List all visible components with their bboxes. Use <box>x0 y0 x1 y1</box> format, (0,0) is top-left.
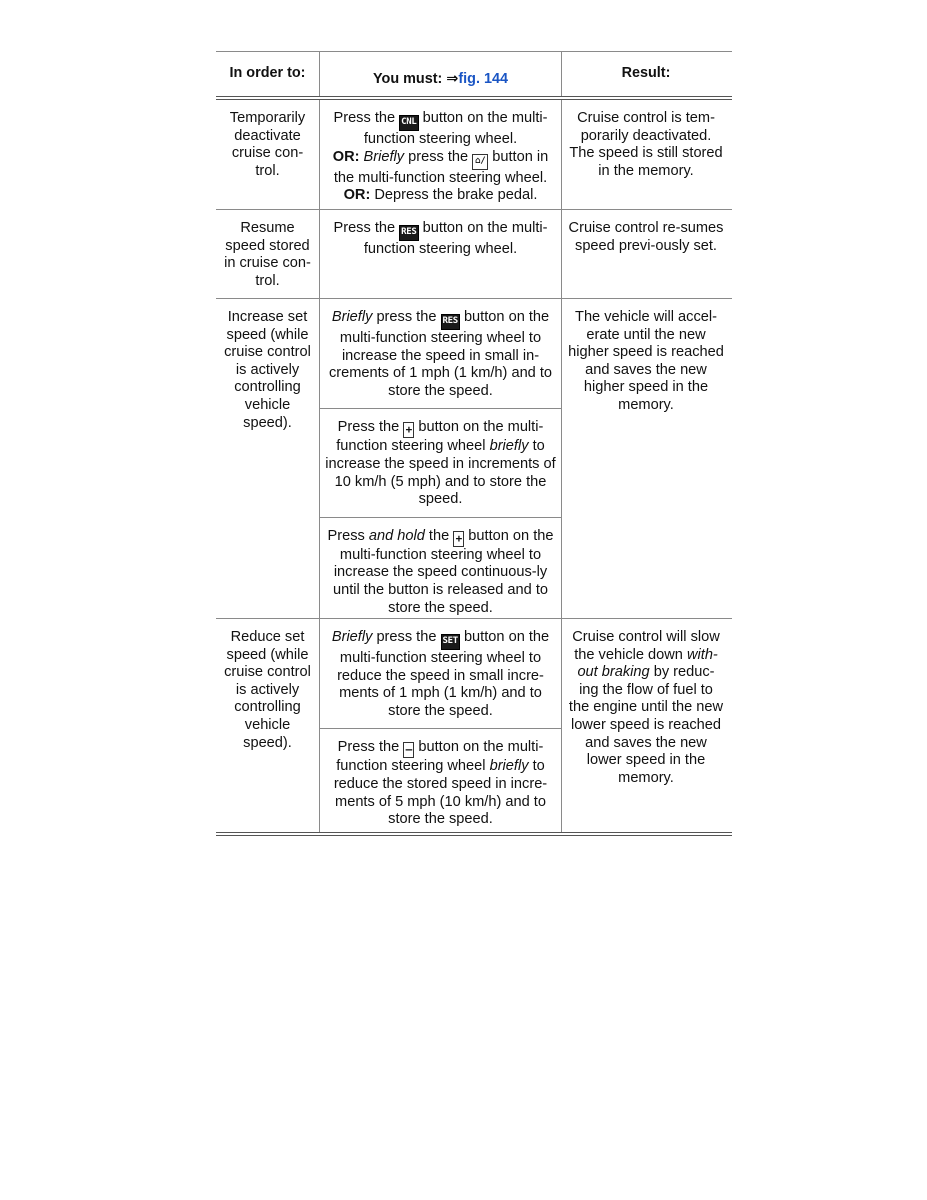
action-step <box>320 299 561 408</box>
text-run: button on the multi-function steering wheel <box>336 739 544 775</box>
text-run: button on the multi-function steering wheel to increase the speed in small in-crements of 1 mph (1 km/h) and to store the speed. <box>328 309 553 399</box>
or-label: OR: <box>332 148 364 165</box>
text-run: The vehicle will accel-erate until the new higher speed is reached and saves the new higher speed in the memory. <box>568 309 724 413</box>
goal-cell: Temporarily deactivate cruise con-trol. <box>216 100 320 209</box>
text-run: Press the <box>333 220 400 236</box>
action-cell <box>320 100 561 209</box>
emphasis-text: briefly <box>489 758 529 775</box>
key-cnl-icon: CNL <box>399 115 418 131</box>
text-run: press the <box>372 309 441 325</box>
text-run: button on the multi-function steering wheel <box>336 419 544 455</box>
header-you-must-label: You must: ⇒ <box>373 71 459 87</box>
text-run: press the <box>404 148 473 165</box>
goal-cell: Increase set speed (while cruise control is actively controlling vehicle speed). <box>216 299 320 618</box>
action-step <box>320 728 561 836</box>
text-run: to increase the speed in increments of 10 km/h (5 mph) and to store the speed. <box>325 438 556 508</box>
key-res-icon: RES <box>399 225 418 241</box>
cruise-lever-icon: ⌂/ <box>472 154 488 170</box>
table-row <box>216 210 732 298</box>
table-row <box>216 299 732 618</box>
text-run: Press the <box>337 739 404 756</box>
text-run: button on the multi-function steering wheel. <box>363 110 548 147</box>
action-step <box>320 619 561 728</box>
text-run: Press the <box>333 110 400 126</box>
action-step <box>320 100 561 213</box>
header-you-must <box>320 52 561 96</box>
table-header-row <box>216 52 732 96</box>
text-run: button in the multi-function steering wheel. <box>333 148 549 186</box>
cruise-control-table <box>216 51 732 836</box>
emphasis-text: Briefly <box>331 309 373 325</box>
header-in-order-to: In order to: <box>216 52 320 96</box>
result-cell <box>561 100 730 209</box>
result-cell <box>561 210 730 298</box>
table-row <box>216 100 732 209</box>
minus-button-icon: – <box>403 742 414 758</box>
or-label: OR: <box>343 187 375 204</box>
text-run: Cruise control will slow the vehicle down <box>572 629 720 663</box>
goal-cell: Resume speed stored in cruise con-trol. <box>216 210 320 298</box>
action-step <box>320 210 561 267</box>
plus-button-icon: + <box>453 531 464 547</box>
emphasis-text: and hold <box>368 527 425 544</box>
plus-button-icon: + <box>403 422 414 438</box>
text-run: Cruise control re-sumes speed previ-ously set. <box>568 220 724 254</box>
action-cell <box>320 210 561 298</box>
table-body <box>216 100 732 832</box>
text-run: to reduce the stored speed in incre-ments of 5 mph (10 km/h) and to store the speed. <box>333 758 548 828</box>
action-step <box>320 408 561 516</box>
text-run: the <box>424 527 454 544</box>
fig-144-link[interactable]: fig. 144 <box>458 71 508 87</box>
emphasis-text: briefly <box>489 438 529 455</box>
key-res-icon: RES <box>441 314 460 330</box>
text-run: button on the multi-function steering wheel. <box>363 220 548 257</box>
emphasis-text: with-out braking <box>577 646 718 681</box>
text-run: button on the multi-function steering wheel to reduce the speed in small incre-ments of 1 mph (1 km/h) and to store the speed. <box>337 629 550 719</box>
emphasis-text: Briefly <box>331 629 373 645</box>
text-run: press the <box>372 629 441 645</box>
text-run: Cruise control is tem-porarily deactivated. The speed is still stored in the memory. <box>569 110 723 179</box>
text-run: Press the <box>337 419 404 436</box>
action-cell <box>320 619 561 832</box>
text-run: by reduc-ing the flow of fuel to the engine until the new lower speed is reached and saves the new lower speed in the memory. <box>568 664 724 786</box>
action-step <box>320 517 561 625</box>
text-run: Depress the brake pedal. <box>374 187 538 204</box>
result-cell <box>561 299 730 618</box>
table-row <box>216 619 732 832</box>
text-run: button on the multi-function steering wheel to increase the speed continuous-ly until the button is released and to store the speed. <box>332 527 554 616</box>
goal-cell: Reduce set speed (while cruise control is actively controlling vehicle speed). <box>216 619 320 832</box>
text-run: Press <box>327 527 369 544</box>
header-result: Result: <box>561 52 730 96</box>
key-set-icon: SET <box>441 634 460 650</box>
result-cell <box>561 619 730 832</box>
emphasis-text: Briefly <box>363 148 405 165</box>
action-cell <box>320 299 561 618</box>
